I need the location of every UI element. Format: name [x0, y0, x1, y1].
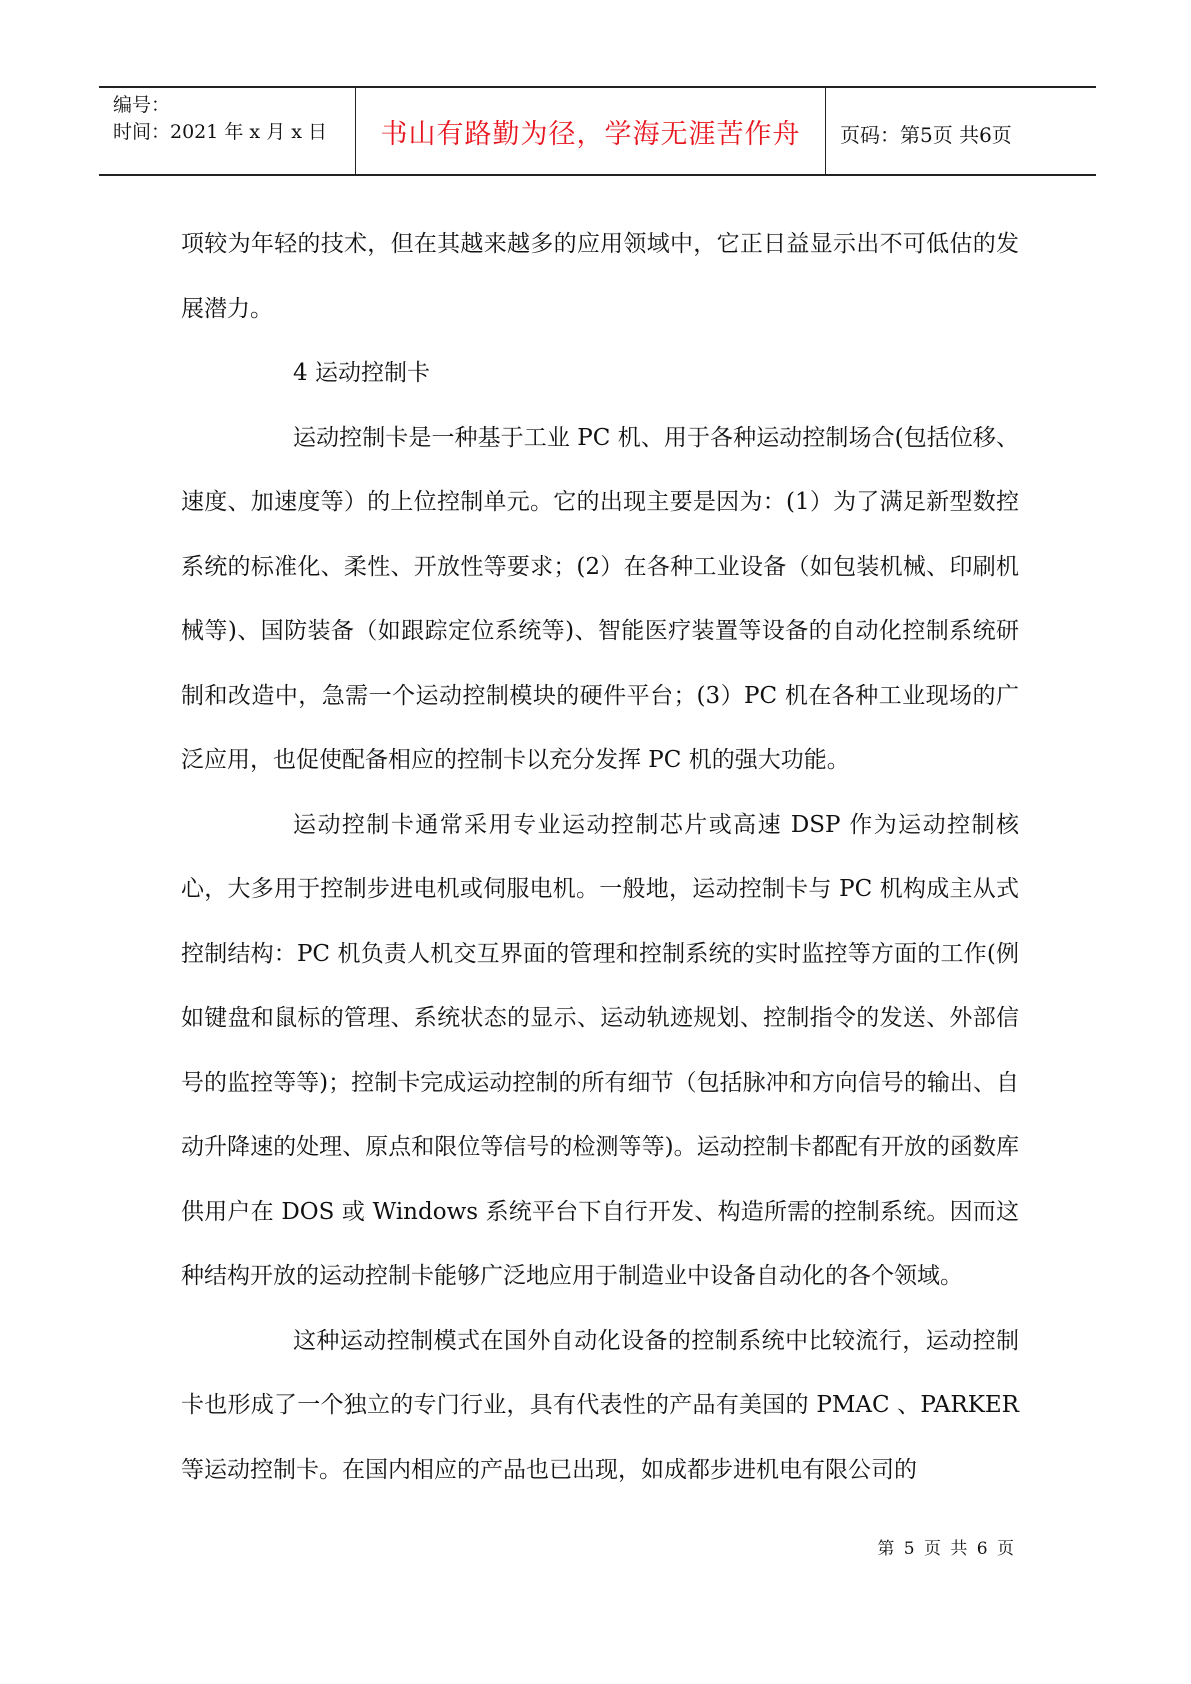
- document-number-label: 编号：: [113, 94, 171, 116]
- header-page-info: 页码：第5页 共6页: [840, 123, 1012, 147]
- header-table: [99, 86, 1096, 176]
- document-body: [181, 212, 1019, 1502]
- paragraph: 运动控制卡通常采用专业运动控制芯片或高速 DSP 作为运动控制核心，大多用于控制步进电机或伺服电机。一般地，运动控制卡与 PC 机构成主从式控制结构：PC 机负责人机交互界面的管理和控制系统的实时监控等方面的工作(例如键盘和鼠标的管理、系统状态的显示、运动轨迹规划、控制指令的发送、外部信号的监控等等)；控制卡完成运动控制的所有细节（包括脉冲和方向信号的输出、自动升降速的处理、原点和限位等信号的检测等等)。运动控制卡都配有开放的函数库供用户在 DOS 或 Windows 系统平台下自行开发、构造所需的控制系统。因而这种结构开放的运动控制卡能够广泛地应用于制造业中设备自动化的各个领域。: [181, 811, 1019, 1289]
- footer-page-number: 第 5 页 共 6 页: [877, 1539, 1016, 1559]
- paragraph: 运动控制卡是一种基于工业 PC 机、用于各种运动控制场合(包括位移、速度、加速度等）的上位控制单元。它的出现主要是因为：(1）为了满足新型数控系统的标准化、柔性、开放性等要求；(2）在各种工业设备（如包装机械、印刷机械等)、国防装备（如跟踪定位系统等)、智能医疗装置等设备的自动化控制系统研制和改造中，急需一个运动控制模块的硬件平台；(3）PC 机在各种工业现场的广泛应用，也促使配备相应的控制卡以充分发挥 PC 机的强大功能。: [181, 424, 1019, 773]
- document-time-label: 时间：2021 年 x 月 x 日: [113, 121, 327, 143]
- paragraph: 这种运动控制模式在国外自动化设备的控制系统中比较流行，运动控制卡也形成了一个独立的专门行业，具有代表性的产品有美国的 PMAC 、PARKER 等运动控制卡。在国内相应的产品也已出现，如成都步进机电有限公司的: [181, 1327, 1019, 1483]
- paragraph-continuation: 项较为年轻的技术，但在其越来越多的应用领域中，它正日益显示出不可低估的发展潜力。: [181, 231, 1019, 322]
- header-motto: 书山有路勤为径，学海无涯苦作舟: [380, 119, 801, 150]
- section-heading: 4 运动控制卡: [293, 360, 430, 386]
- header-right-cell: [826, 88, 1096, 174]
- header-middle-cell: [356, 88, 826, 174]
- header-left-cell: [99, 88, 356, 174]
